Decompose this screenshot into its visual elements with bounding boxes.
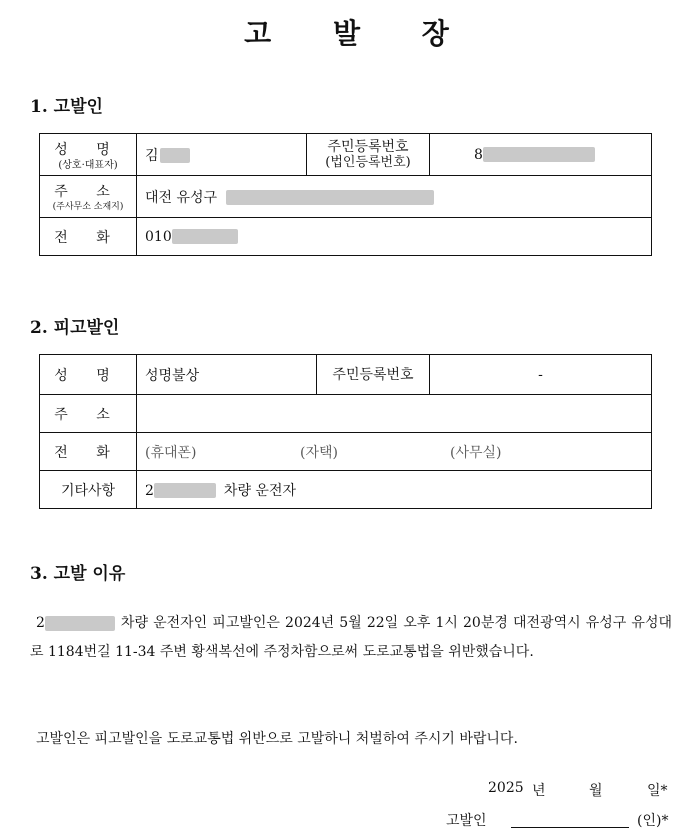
accused-phone-cell	[137, 433, 652, 471]
date-year-unit: 년	[532, 783, 546, 799]
section-complainant-heading: 1. 고발인	[30, 97, 103, 117]
accused-address-cell	[137, 395, 652, 433]
accused-other-row	[40, 471, 652, 509]
document-title: 고 발 장	[244, 17, 453, 50]
accused-phone-home: (자택)	[300, 444, 338, 461]
accused-rrn-label: 주민등록번호	[332, 366, 414, 383]
reason-prefix: 2	[36, 615, 45, 631]
accused-other-cell	[137, 471, 652, 509]
redacted-plate-block	[154, 483, 216, 498]
accused-phone-label: 전 화	[54, 444, 122, 461]
accused-name-value: 성명불상	[145, 367, 200, 384]
complainant-phone-value: 010	[145, 228, 172, 245]
accused-address-row	[40, 395, 652, 433]
section-reason-heading: 3. 고발 이유	[30, 564, 126, 584]
redacted-name-block	[160, 148, 190, 163]
complainant-address-row	[40, 176, 652, 218]
complainant-table	[39, 133, 652, 256]
accused-other-value: 차량 운전자	[223, 482, 296, 499]
complainant-phone-label: 전 화	[54, 229, 122, 246]
complainant-rrn-label-cell	[307, 134, 430, 176]
complainant-address-label: 주 소	[54, 183, 122, 200]
date-month-unit: 월	[589, 783, 603, 799]
complainant-name-value: 김	[145, 147, 159, 164]
complainant-rrn-label: 주민등록번호	[327, 139, 409, 155]
accused-name-cell	[137, 355, 317, 395]
accused-name-label: 성 명	[54, 367, 122, 384]
accused-phone-label-cell	[40, 433, 137, 471]
complainant-phone-row	[40, 218, 652, 256]
complainant-address-label-cell	[40, 176, 137, 218]
reason-paragraph	[30, 609, 672, 667]
accused-name-label-cell	[40, 355, 137, 395]
complainant-name-label: 성 명	[54, 141, 122, 158]
date-day-unit: 일*	[647, 783, 668, 799]
signature-line	[511, 827, 629, 828]
accused-other-label: 기타사항	[60, 482, 116, 499]
accused-phone-office: (사무실)	[450, 444, 502, 461]
accused-rrn-cell	[430, 355, 652, 395]
complainant-name-row	[40, 134, 652, 176]
redacted-phone-block	[172, 229, 238, 244]
complainant-address-cell	[137, 176, 652, 218]
complainant-phone-label-cell	[40, 218, 137, 256]
redacted-address-block	[226, 190, 434, 205]
accused-address-label: 주 소	[54, 406, 122, 423]
accused-name-row	[40, 355, 652, 395]
complainant-address-value: 대전 유성구	[145, 189, 218, 206]
signer-label: 고발인	[446, 813, 487, 829]
complainant-name-cell	[137, 134, 307, 176]
redacted-reason-plate-block	[45, 616, 115, 631]
accused-other-prefix: 2	[145, 482, 154, 499]
complainant-rrn-cell	[430, 134, 652, 176]
accused-other-label-cell	[40, 471, 137, 509]
accused-address-label-cell	[40, 395, 137, 433]
section-accused-heading: 2. 피고발인	[30, 318, 120, 338]
reason-text: 차량 운전자인 피고발인은 2024년 5월 22일 오후 1시 20분경 대전광역시 유성구 유성대로 1184번길 11-34 주변 황색복선에 주정차함으로써 도로교통법을 위반했습니다.	[30, 615, 672, 660]
complainant-name-sublabel: (상호·대표자)	[58, 159, 118, 171]
complainant-rrn-value: 8	[474, 146, 483, 163]
complainant-name-label-cell	[40, 134, 137, 176]
complainant-phone-cell	[137, 218, 652, 256]
accused-phone-row	[40, 433, 652, 471]
accused-phone-mobile: (휴대폰)	[145, 444, 197, 461]
accused-rrn-label-cell	[317, 355, 430, 395]
accused-rrn-value: -	[538, 366, 543, 383]
date-year: 2025	[488, 780, 524, 796]
seal-mark: (인)*	[637, 813, 669, 829]
closing-statement: 고발인은 피고발인을 도로교통법 위반으로 고발하니 처벌하여 주시기 바랍니다.	[36, 731, 518, 747]
complainant-address-sublabel: (주사무소 소재지)	[52, 201, 124, 212]
complainant-rrn-sublabel: (법인등록번호)	[325, 155, 411, 170]
accused-table	[39, 354, 652, 509]
redacted-rrn-block	[483, 147, 595, 162]
